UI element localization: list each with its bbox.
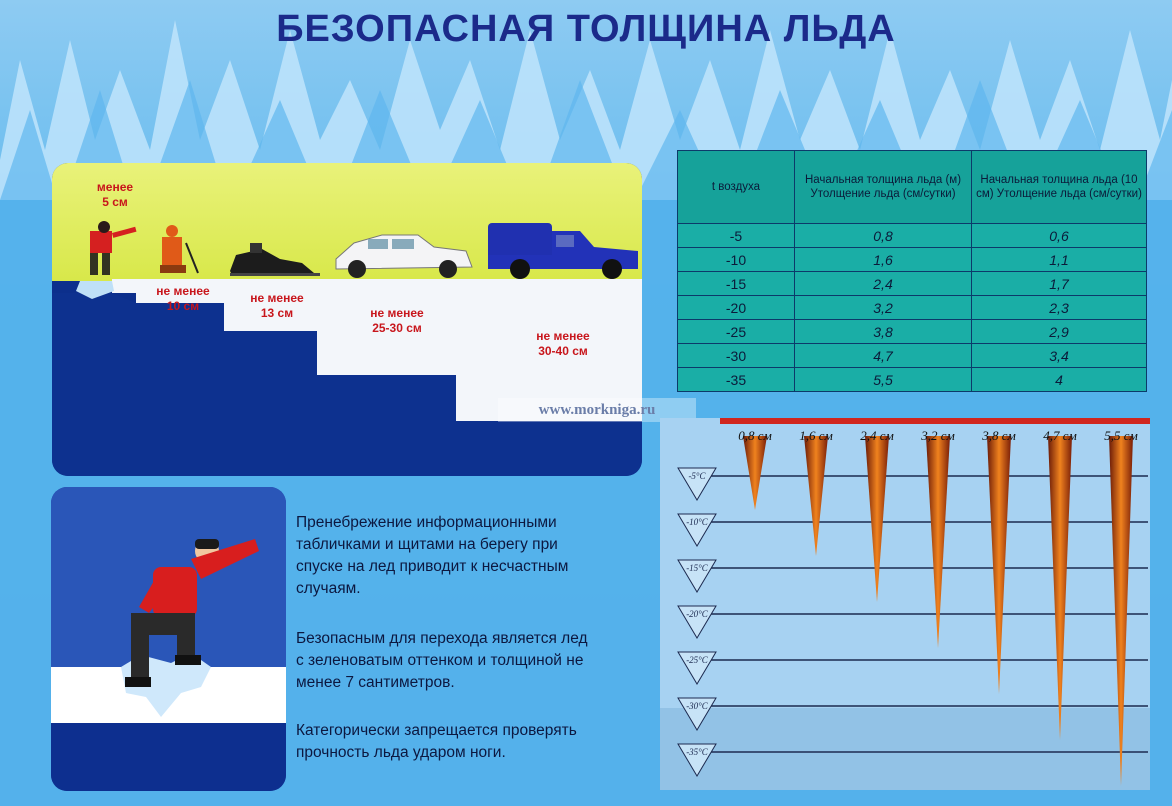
fisherman-icon (160, 225, 198, 273)
table-cell: 1,7 (972, 272, 1147, 296)
step-label-5: не менее 30-40 см (536, 329, 590, 358)
table-row (678, 272, 1147, 296)
table-cell: 5,5 (795, 368, 972, 392)
paragraph-3: Категорически запрещается проверять прочность льда ударом ноги. (296, 722, 577, 761)
table-cell: 2,4 (795, 272, 972, 296)
icicle-label: 3,2 см (921, 428, 955, 443)
sedan-car-icon (336, 235, 472, 278)
table-header: Начальная толщина льда (10 см) Утолщение льда (см/сутки) (972, 151, 1147, 224)
icicles-diagram (660, 418, 1150, 790)
paragraph-1: Пренебрежение информационными табличками и щитами на берегу при спуске на лед приводит к несчастным случаям. (296, 514, 569, 597)
table-row (678, 224, 1147, 248)
table-cell: -35 (678, 368, 795, 392)
table-cell: 4 (972, 368, 1147, 392)
table-header-row (678, 151, 1147, 224)
table-cell: 2,3 (972, 296, 1147, 320)
step-label-4: не менее 25-30 см (370, 306, 424, 335)
temperature-label: -35°C (686, 747, 708, 757)
pickup-truck-icon (488, 223, 638, 279)
table-cell: -20 (678, 296, 795, 320)
table-cell: 3,8 (795, 320, 972, 344)
table-cell: -30 (678, 344, 795, 368)
snowmobile-icon (230, 243, 320, 276)
table-cell: -25 (678, 320, 795, 344)
table-row (678, 320, 1147, 344)
temperature-label: -5°C (688, 471, 706, 481)
icicle-label: 0,8 см (738, 428, 772, 443)
temperature-label: -20°C (686, 609, 708, 619)
table-cell: 1,1 (972, 248, 1147, 272)
step-label-2: не менее 10 см (156, 284, 210, 313)
person-falling-icon (90, 221, 136, 275)
table-cell: -5 (678, 224, 795, 248)
icicle-label: 2,4 см (860, 428, 894, 443)
table-cell: 1,6 (795, 248, 972, 272)
table-cell: 2,9 (972, 320, 1147, 344)
temperature-label: -10°C (686, 517, 708, 527)
page-title: БЕЗОПАСНАЯ ТОЛЩИНА ЛЬДА (276, 8, 896, 50)
table-row (678, 296, 1147, 320)
table-cell: 3,2 (795, 296, 972, 320)
ice-thickness-steps-panel (52, 163, 642, 476)
table-header: t воздуха (678, 151, 795, 224)
icicle-label: 5,5 см (1104, 428, 1138, 443)
table-cell: 0,8 (795, 224, 972, 248)
table-cell: -10 (678, 248, 795, 272)
table-cell: -15 (678, 272, 795, 296)
ice-growth-table (677, 150, 1147, 392)
table-cell: 0,6 (972, 224, 1147, 248)
step-label-3: не менее 13 см (250, 291, 304, 320)
table-cell: 3,4 (972, 344, 1147, 368)
table-cell: 4,7 (795, 344, 972, 368)
paragraph-2: Безопасным для перехода является лед с зеленоватым оттенком и толщиной не менее 7 сантиметров. (296, 630, 588, 691)
table-header: Начальная толщина льда (м) Утолщение льда (см/сутки) (795, 151, 972, 224)
icicle-label: 1,6 см (799, 428, 833, 443)
icicle-label: 4,7 см (1043, 428, 1077, 443)
table-row (678, 344, 1147, 368)
temperature-label: -25°C (686, 655, 708, 665)
person-on-ice-illustration (51, 487, 286, 791)
step-label-1: менее 5 см (96, 180, 134, 209)
temperature-label: -30°C (686, 701, 708, 711)
icicle-label: 3,8 см (982, 428, 1016, 443)
temperature-label: -15°C (686, 563, 708, 573)
table-row (678, 248, 1147, 272)
watermark: www.morkniga.ru (498, 398, 696, 422)
table-row (678, 368, 1147, 392)
